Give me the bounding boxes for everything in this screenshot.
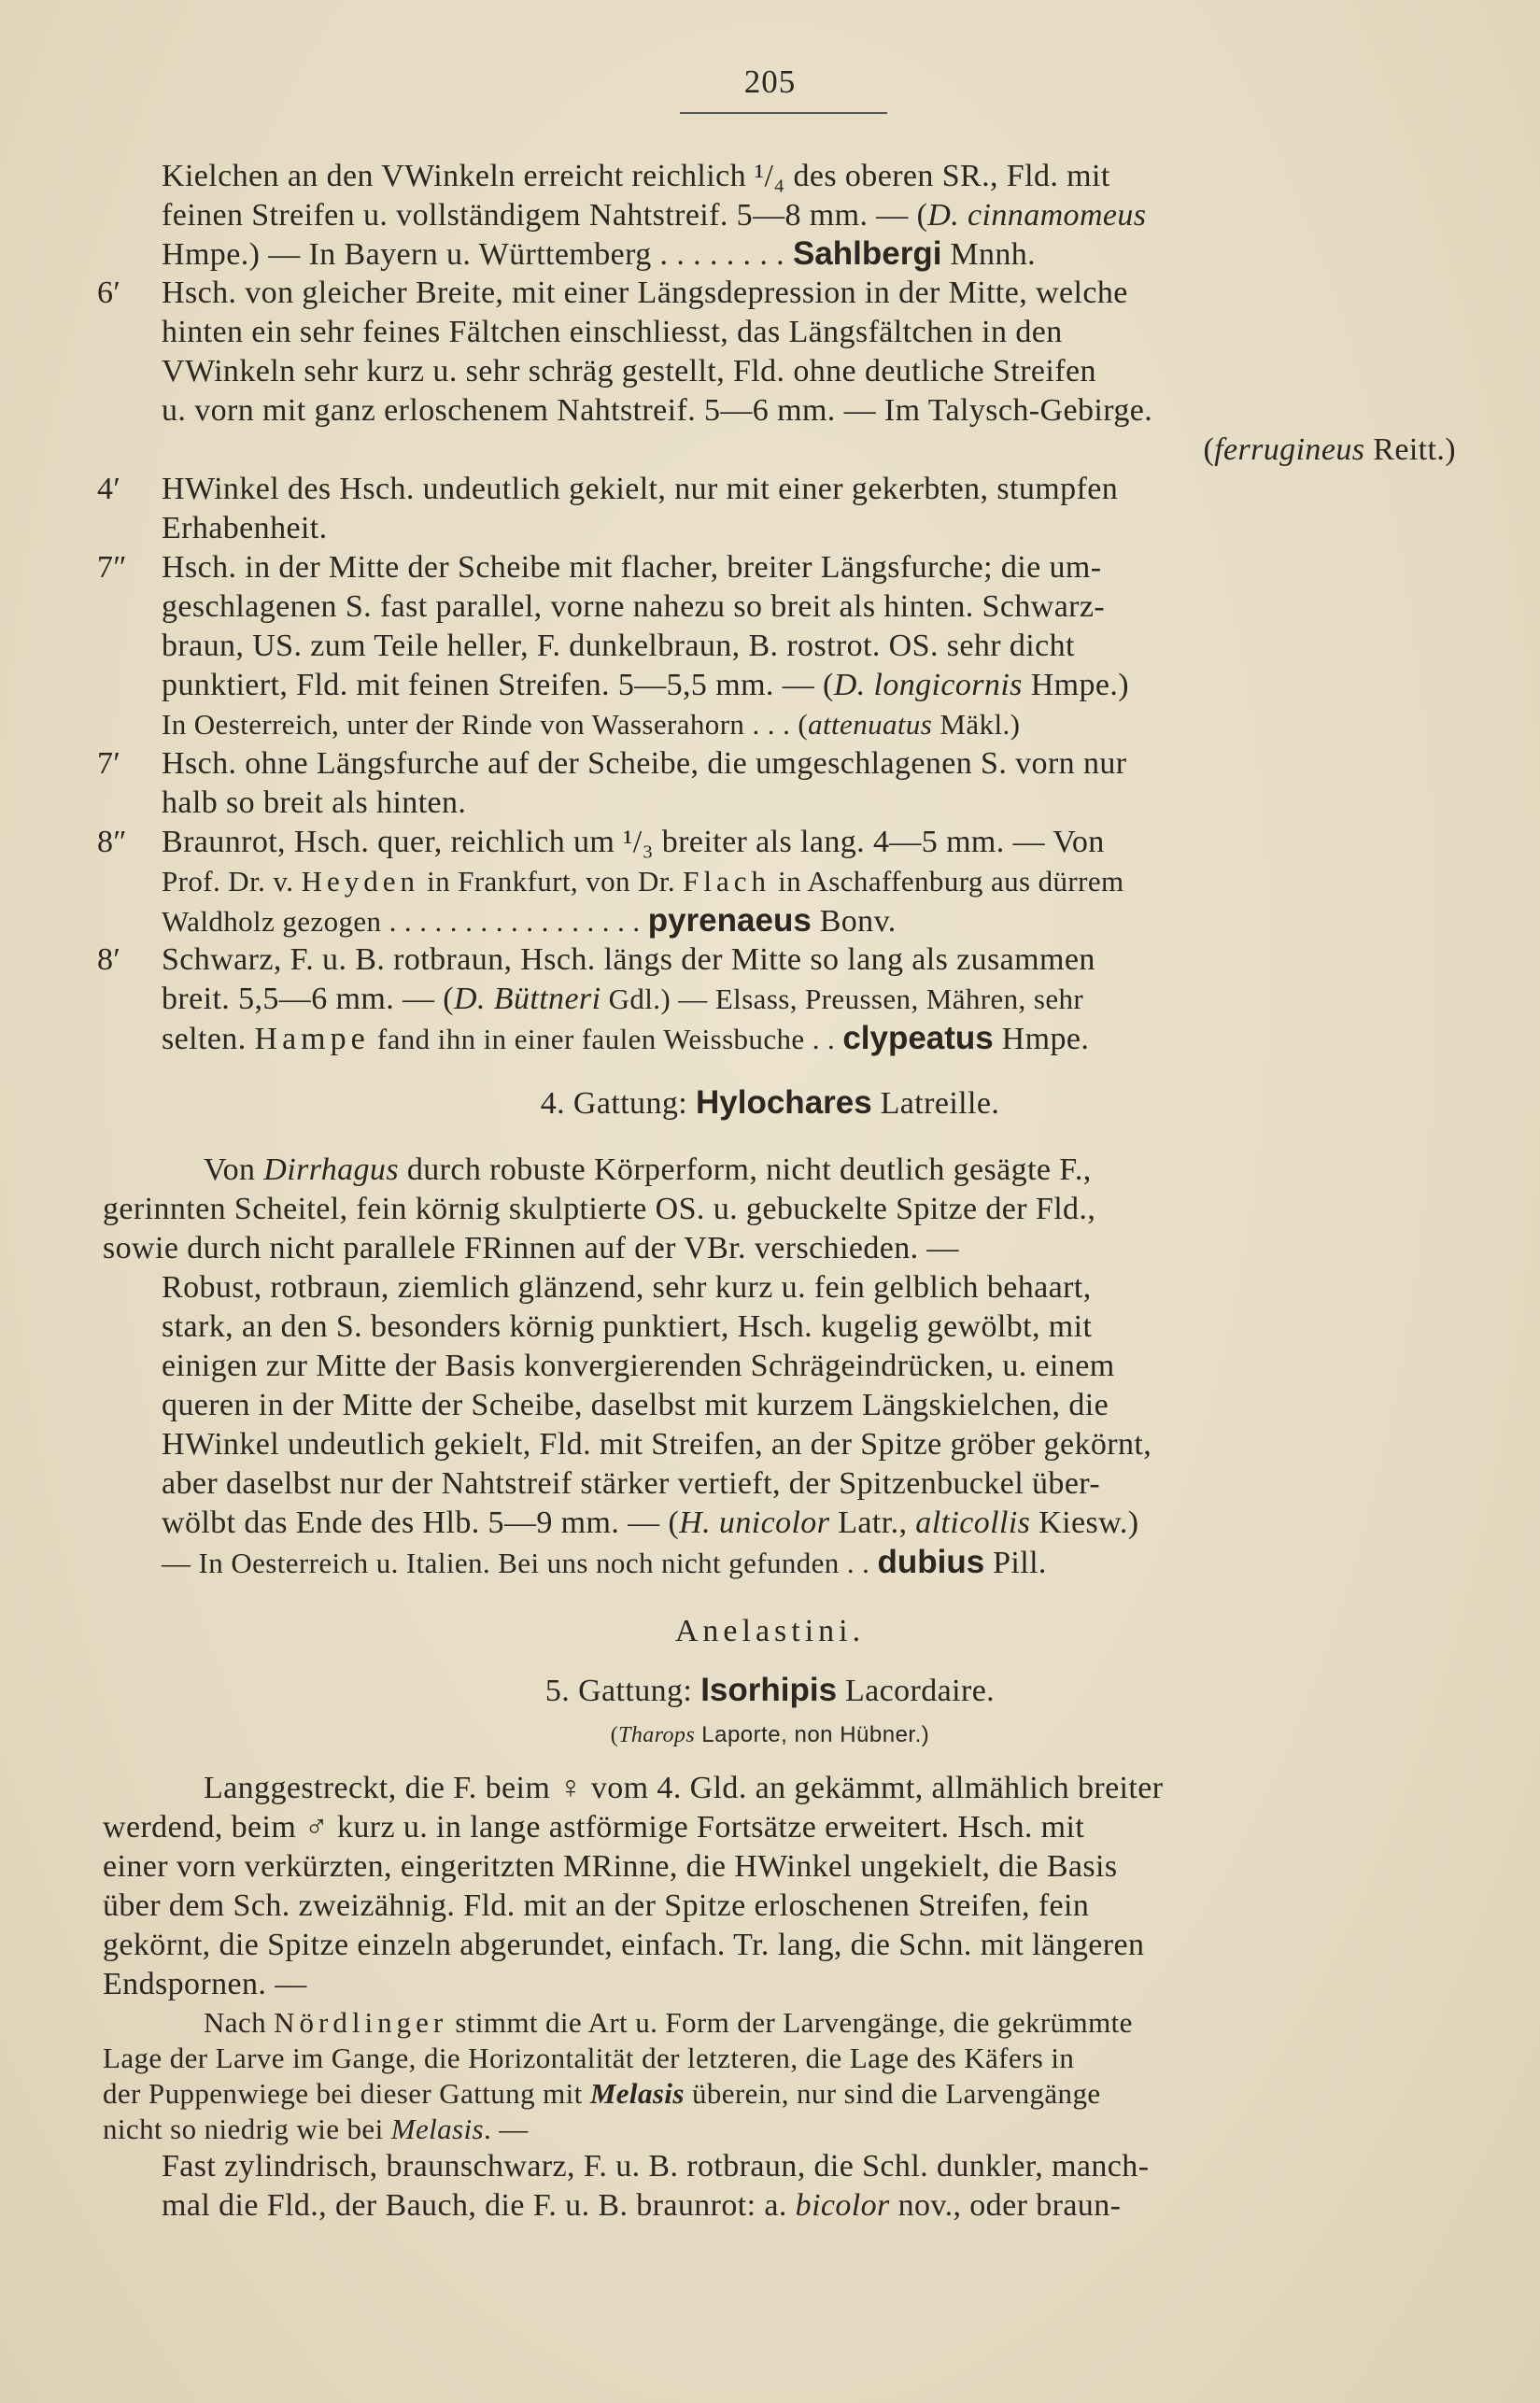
text-line: braun, US. zum Teile heller, F. dunkelbraun, B. rostrot. OS. sehr dicht <box>162 629 1075 663</box>
text-line: stark, an den S. besonders körnig punktiert, Hsch. kugelig gewölbt, mit <box>162 1309 1093 1344</box>
text-line: Waldholz gezogen . . . . . . . . . . . . . . . . . pyrenaeus Bonv. <box>162 902 897 939</box>
text-line: wölbt das Ende des Hlb. 5—9 mm. — (H. unicolor Latr., alticollis Kiesw.) <box>162 1505 1139 1540</box>
text-line: Nach Nördlinger stimmt die Art u. Form der Larvengänge, die gekrümmte <box>204 2006 1133 2039</box>
key-number: 4′ <box>97 472 121 506</box>
text-line: selten. Hampe fand ihn in einer faulen Weissbuche . . clypeatus Hmpe. <box>162 1020 1090 1056</box>
text-line: geschlagenen S. fast parallel, vorne nahezu so breit als hinten. Schwarz- <box>162 589 1106 624</box>
text-line: (ferrugineus Reitt.) <box>1203 432 1456 467</box>
text-line: mal die Fld., der Bauch, die F. u. B. braunrot: a. bicolor nov., oder braun- <box>162 2188 1122 2223</box>
text-line: VWinkeln sehr kurz u. sehr schräg gestellt, Fld. ohne deutliche Streifen <box>162 354 1096 389</box>
text-line: Endspornen. — <box>103 1967 307 2001</box>
text-line: Hmpe.) — In Bayern u. Württemberg . . . . . . . . Sahlbergi Mnnh. <box>162 235 1037 272</box>
text-line: Kielchen an den VWinkeln erreicht reichlich ¹/₄ des oberen SR., Fld. mit <box>162 159 1110 193</box>
species-name: Sahlbergi <box>792 235 942 272</box>
text-line: HWinkel des Hsch. undeutlich gekielt, nur mit einer gekerbten, stumpfen <box>162 472 1119 506</box>
text-line: hinten ein sehr feines Fältchen einschliesst, das Längsfältchen in den <box>162 315 1063 349</box>
key-number: 6′ <box>97 276 121 310</box>
page-number: 205 <box>743 64 797 100</box>
text-line: — In Oesterreich u. Italien. Bei uns noch nicht gefunden . . dubius Pill. <box>162 1544 1047 1580</box>
text-line: Lage der Larve im Gange, die Horizontalität der letzteren, die Lage des Käfers in <box>103 2042 1075 2074</box>
text-line: feinen Streifen u. vollständigem Nahtstreif. 5—8 mm. — (D. cinnamomeus <box>162 198 1147 233</box>
key-number: 7″ <box>97 550 127 585</box>
species-name: ferrugineus <box>1214 432 1365 467</box>
text-line: halb so breit als hinten. <box>162 785 467 820</box>
text-line: Hsch. von gleicher Breite, mit einer Längsdepression in der Mitte, welche <box>162 276 1128 310</box>
text-line: gerinnten Scheitel, fein körnig skulptierte OS. u. gebuckelte Spitze der Fld., <box>103 1192 1096 1226</box>
genus-heading: 5. Gattung: Isorhipis Lacordaire. <box>544 1672 996 1708</box>
text-line: aber daselbst nur der Nahtstreif stärker vertieft, der Spitzenbuckel über- <box>162 1466 1101 1501</box>
text-line: werdend, beim ♂ kurz u. in lange astförmige Fortsätze erweitert. Hsch. mit <box>103 1810 1085 1845</box>
text-line: Langgestreckt, die F. beim ♀ vom 4. Gld. an gekämmt, allmählich breiter <box>204 1771 1164 1805</box>
text-line: Erhabenheit. <box>162 511 328 545</box>
text-line: Hsch. ohne Längsfurche auf der Scheibe, die umgeschlagenen S. vorn nur <box>162 746 1127 781</box>
key-number: 7′ <box>97 746 121 781</box>
text-line: queren in der Mitte der Scheibe, daselbst mit kurzem Längskielchen, die <box>162 1388 1109 1422</box>
text-line: nicht so niedrig wie bei Melasis. — <box>103 2113 529 2145</box>
species-name: clypeatus <box>842 1020 994 1056</box>
key-number: 8″ <box>97 825 127 859</box>
text-line: über dem Sch. zweizähnig. Fld. mit an der Spitze erloschenen Streifen, fein <box>103 1888 1090 1923</box>
text-line: u. vorn mit ganz erloschenem Nahtstreif. 5—6 mm. — Im Talysch-Gebirge. <box>162 393 1153 428</box>
text-line: einer vorn verkürzten, eingeritzten MRinne, die HWinkel ungekielt, die Basis <box>103 1849 1118 1884</box>
text-line: sowie durch nicht parallele FRinnen auf der VBr. verschieden. — <box>103 1231 959 1265</box>
text-line: Fast zylindrisch, braunschwarz, F. u. B. rotbraun, die Schl. dunkler, manch- <box>162 2149 1150 2184</box>
text-line: In Oesterreich, unter der Rinde von Wasserahorn . . . (attenuatus Mäkl.) <box>162 708 1021 741</box>
text-line: Hsch. in der Mitte der Scheibe mit flacher, breiter Längsfurche; die um- <box>162 550 1102 585</box>
text-line: Braunrot, Hsch. quer, reichlich um ¹/₃ breiter als lang. 4—5 mm. — Von <box>162 825 1105 859</box>
text-line: gekörnt, die Spitze einzeln abgerundet, einfach. Tr. lang, die Schn. mit längeren <box>103 1928 1145 1962</box>
species-name: dubius <box>877 1544 985 1580</box>
text-line: der Puppenwiege bei dieser Gattung mit Melasis überein, nur sind die Larvengänge <box>103 2077 1101 2110</box>
text-line: Robust, rotbraun, ziemlich glänzend, sehr kurz u. fein gelblich behaart, <box>162 1270 1092 1305</box>
text-line: Prof. Dr. v. Heyden in Frankfurt, von Dr. Flach in Aschaffenburg aus dürrem <box>162 865 1124 898</box>
text-line: einigen zur Mitte der Basis konvergierenden Schrägeindrücken, u. einem <box>162 1349 1115 1383</box>
tribe-heading: Anelastini. <box>674 1614 866 1648</box>
page-number-rule <box>680 112 887 114</box>
text-line: Von Dirrhagus durch robuste Körperform, nicht deutlich gesägte F., <box>204 1152 1092 1187</box>
text-line: breit. 5,5—6 mm. — (D. Büttneri Gdl.) — Elsass, Preussen, Mähren, sehr <box>162 982 1084 1016</box>
genus-heading: 4. Gattung: Hylochares Latreille. <box>540 1084 1000 1121</box>
species-name: attenuatus <box>808 708 933 741</box>
text-line: HWinkel undeutlich gekielt, Fld. mit Streifen, an der Spitze gröber gekörnt, <box>162 1427 1152 1462</box>
species-name: pyrenaeus <box>647 902 812 939</box>
text-line: punktiert, Fld. mit feinen Streifen. 5—5,5 mm. — (D. longicornis Hmpe.) <box>162 668 1130 702</box>
key-number: 8′ <box>97 942 121 977</box>
text-line: Schwarz, F. u. B. rotbraun, Hsch. längs der Mitte so lang als zusammen <box>162 942 1095 977</box>
genus-synonym: (Tharops Laporte, non Hübner.) <box>610 1722 930 1747</box>
